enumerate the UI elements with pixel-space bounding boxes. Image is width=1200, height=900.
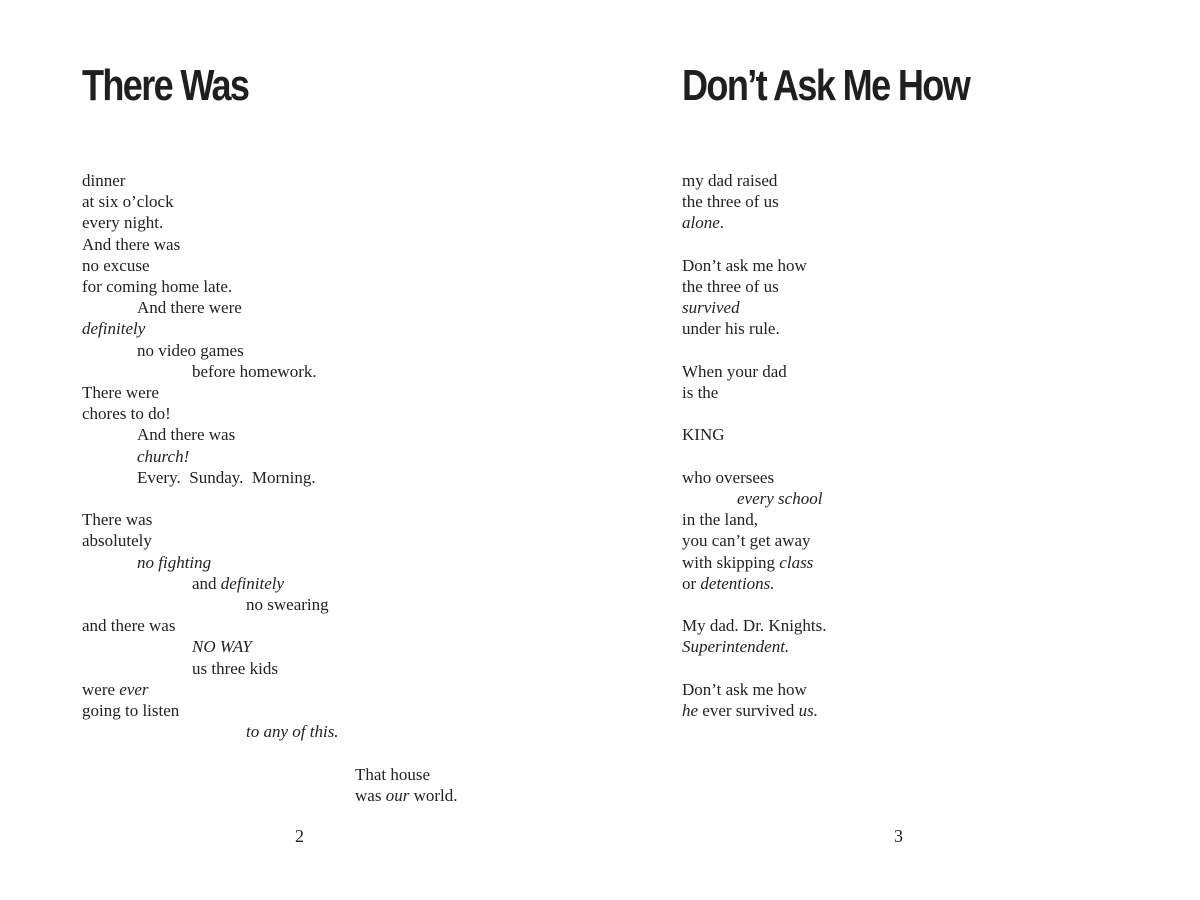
italic-text: to any of this. (246, 722, 339, 742)
line-text: no video games (137, 340, 244, 360)
poem-title: There Was (82, 61, 249, 110)
line-text: chores to do! (82, 404, 171, 424)
stanza-break (682, 403, 827, 424)
poem-line (682, 318, 827, 339)
poem-line (82, 318, 458, 339)
poem-line (82, 170, 458, 191)
poem-line (82, 700, 458, 721)
line-text: was (355, 785, 386, 805)
line-text: absolutely (82, 531, 152, 551)
line-text: . (719, 213, 725, 233)
poem-title: Don’t Ask Me How (682, 61, 970, 110)
line-text: Every. Sunday. Morning. (137, 467, 316, 487)
page-number: 2 (295, 826, 304, 846)
stanza-break (682, 446, 827, 467)
stanza-break (82, 742, 458, 763)
poem-line (682, 212, 827, 233)
poem-line (82, 276, 458, 297)
italic-text: us. (798, 700, 818, 720)
poem-line (82, 297, 458, 318)
line-text: ever survived (698, 700, 799, 720)
poem-line (82, 552, 458, 573)
poem-line (82, 594, 458, 615)
poem-line (682, 573, 827, 594)
line-text: who oversees (682, 467, 775, 487)
poem-line (682, 361, 827, 382)
italic-text: church! (137, 446, 190, 466)
line-text: before homework. (192, 361, 317, 381)
poem-line (82, 234, 458, 255)
poem-line (682, 467, 827, 488)
line-text: my dad raised (682, 171, 778, 190)
poem-line (82, 255, 458, 276)
stanza-break (82, 488, 458, 509)
poem-line (682, 297, 827, 318)
line-text: or (682, 573, 701, 593)
italic-text: Superintendent. (682, 637, 790, 657)
poem-line (682, 488, 827, 509)
poem-line (682, 530, 827, 551)
line-text: going to listen (82, 701, 180, 721)
poem-line (682, 700, 827, 721)
poem-line (682, 615, 827, 636)
poem-line (682, 636, 827, 657)
poem-line (682, 424, 827, 445)
italic-text: definitely (82, 319, 146, 339)
line-text: us three kids (192, 658, 278, 678)
stanza-break (682, 594, 827, 615)
italic-text: survived (682, 298, 740, 318)
poem-line (82, 658, 458, 679)
poem-line (82, 615, 458, 636)
line-text: There was (82, 510, 153, 530)
italic-text: every school (737, 488, 823, 508)
stanza-break (682, 658, 827, 679)
line-text: There were (82, 383, 159, 403)
page-number: 3 (894, 826, 903, 846)
line-text: no swearing (246, 595, 329, 615)
line-text: And there was (137, 425, 236, 445)
poem-line (682, 276, 827, 297)
line-text: world. (409, 785, 458, 805)
poem-line (82, 573, 458, 594)
poem-body (682, 170, 827, 721)
poem-body (82, 170, 458, 806)
line-text: the three of us (682, 192, 779, 212)
line-text: at six o’clock (82, 192, 174, 212)
line-text: and there was (82, 616, 176, 636)
poem-line (682, 509, 827, 530)
line-text: and (192, 573, 221, 593)
line-text: And there were (137, 298, 242, 318)
line-text: for coming home late. (82, 277, 233, 297)
line-text: were (82, 679, 120, 699)
line-text: you can’t get away (682, 531, 811, 551)
stanza-break (682, 234, 827, 255)
italic-text: alone (682, 213, 720, 233)
line-text: When your dad (682, 361, 787, 381)
poem-line (82, 764, 458, 785)
poem-line (82, 382, 458, 403)
line-text: Don’t ask me how (682, 255, 807, 275)
line-text: KING (682, 425, 725, 445)
right-page (600, 0, 1200, 900)
line-text: is the (682, 383, 719, 402)
line-text: no excuse (82, 255, 150, 275)
poem-line (82, 636, 458, 657)
poem-line (82, 340, 458, 361)
italic-text: NO WAY (192, 637, 252, 657)
poem-line (682, 191, 827, 212)
poem-line (682, 255, 827, 276)
poem-line (82, 446, 458, 467)
poem-line (82, 509, 458, 530)
italic-text: he (682, 700, 699, 720)
poem-line (82, 361, 458, 382)
poem-line (82, 679, 458, 700)
poem-line (82, 212, 458, 233)
italic-text: ever (119, 679, 149, 699)
poem-line (82, 721, 458, 742)
line-text: Don’t ask me how (682, 679, 807, 699)
line-text: under his rule. (682, 319, 780, 339)
poem-line (82, 424, 458, 445)
line-text: My dad. Dr. Knights. (682, 616, 827, 636)
poem-line (682, 170, 827, 191)
poem-line (82, 467, 458, 488)
line-text: with skipping (682, 552, 780, 572)
line-text: That house (355, 764, 431, 784)
line-text: dinner (82, 171, 126, 190)
line-text: every night. (82, 213, 164, 233)
line-text: in the land, (682, 510, 759, 530)
poem-line (682, 552, 827, 573)
italic-text: class (779, 552, 814, 572)
line-text: And there was (82, 234, 181, 254)
poem-line (82, 403, 458, 424)
stanza-break (682, 340, 827, 361)
italic-text: no fighting (137, 552, 212, 572)
poem-line (682, 679, 827, 700)
poem-line (82, 191, 458, 212)
poem-line (682, 382, 827, 403)
line-text: the three of us (682, 277, 779, 296)
italic-text: definitely (220, 573, 285, 593)
poem-line (82, 530, 458, 551)
italic-text: our (385, 785, 410, 805)
italic-text: detentions. (700, 573, 775, 593)
poem-line (82, 785, 458, 806)
